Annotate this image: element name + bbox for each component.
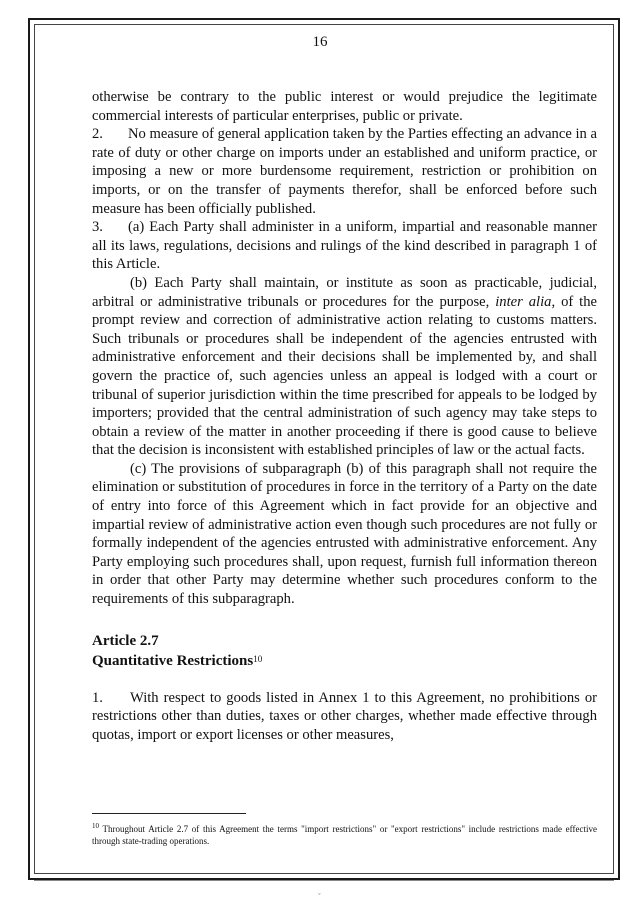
article-number: Article 2.7	[92, 632, 159, 649]
italic-term: inter alia	[495, 293, 552, 310]
footnote	[92, 820, 597, 847]
footnote-divider	[92, 813, 246, 814]
paragraph-text: No measure of general application taken by the Parties effecting an advance in a rate of duty or other charge on imports under an established and uniform practice, or imposing a new or more burdensome requirement, restriction or prohibition on imports, or on the transfer of payments therefor, shall be enforced before such measure has been officially published.	[92, 126, 597, 217]
paragraph-2	[92, 125, 597, 218]
article-title-text: Quantitative Restrictions	[92, 652, 254, 669]
footnote-marker: 10	[92, 822, 99, 830]
article-paragraph-1	[92, 689, 597, 745]
scan-mark: ˇ	[318, 892, 321, 901]
page-number: 16	[312, 34, 328, 50]
paragraph-text: , of the prompt review and correction of administrative action relating to customs matters. Such tribunals or procedures shall be independent of the agencies entrusted with administrative enforcement and their decisions shall be implemented by, and shall govern the practice of, such agencies unless an appeal is lodged with a court or tribunal of superior jurisdiction within the time prescribed for appeals to be lodged by importers; provided that the central administration of such agency may take steps to obtain a review of the matter in another proceeding if there is good cause to believe that the decision is inconsistent with established principles of law or the actual facts.	[92, 293, 597, 459]
article-title	[92, 651, 597, 671]
paragraph-3a	[92, 218, 597, 274]
paragraph-continuation: otherwise be contrary to the public interest or would prejudice the legitimate commercial interests of particular enterprises, public or private.	[92, 89, 597, 124]
document-body	[92, 88, 597, 744]
paragraph-3c: (c) The provisions of subparagraph (b) of this paragraph shall not require the elimination or substitution of procedures in force in the territory of a Party on the date of entry into force of this Agreement which in fact provide for an objective and impartial review of administrative action even though such procedures are not fully or formally independent of the agencies entrusted with administrative enforcement. Any Party employing such procedures shall, upon request, furnish full information thereon in order that other Party may determine whether such procedures conform to the requirements of this subparagraph.	[92, 460, 597, 608]
footnote-text: Throughout Article 2.7 of this Agreement the terms "import restrictions" or "export restrictions" include restrictions made effective through state-trading operations.	[92, 824, 597, 846]
paragraph-text: (b) Each Party shall maintain, or institute as soon as practicable, judicial, arbitral or administrative tribunals or procedures for the purpose,	[92, 274, 597, 310]
paragraph-3b	[92, 274, 597, 460]
paragraph-text: With respect to goods listed in Annex 1 to this Agreement, no prohibitions or restrictions other than duties, taxes or other charges, whether made effective through quotas, import or export licenses or other measures,	[92, 689, 597, 743]
spacer	[92, 671, 597, 689]
footnote-reference: 10	[253, 653, 263, 664]
paragraph-number: 3.	[92, 219, 103, 236]
paragraph-number: 2.	[92, 126, 103, 143]
paragraph-text: (a) Each Party shall administer in a uniform, impartial and reasonable manner all its laws, regulations, decisions and rulings of the kind described in paragraph 1 of this Article.	[92, 219, 597, 273]
paragraph-number: 1.	[92, 689, 103, 706]
scan-bottom-line	[34, 880, 614, 881]
